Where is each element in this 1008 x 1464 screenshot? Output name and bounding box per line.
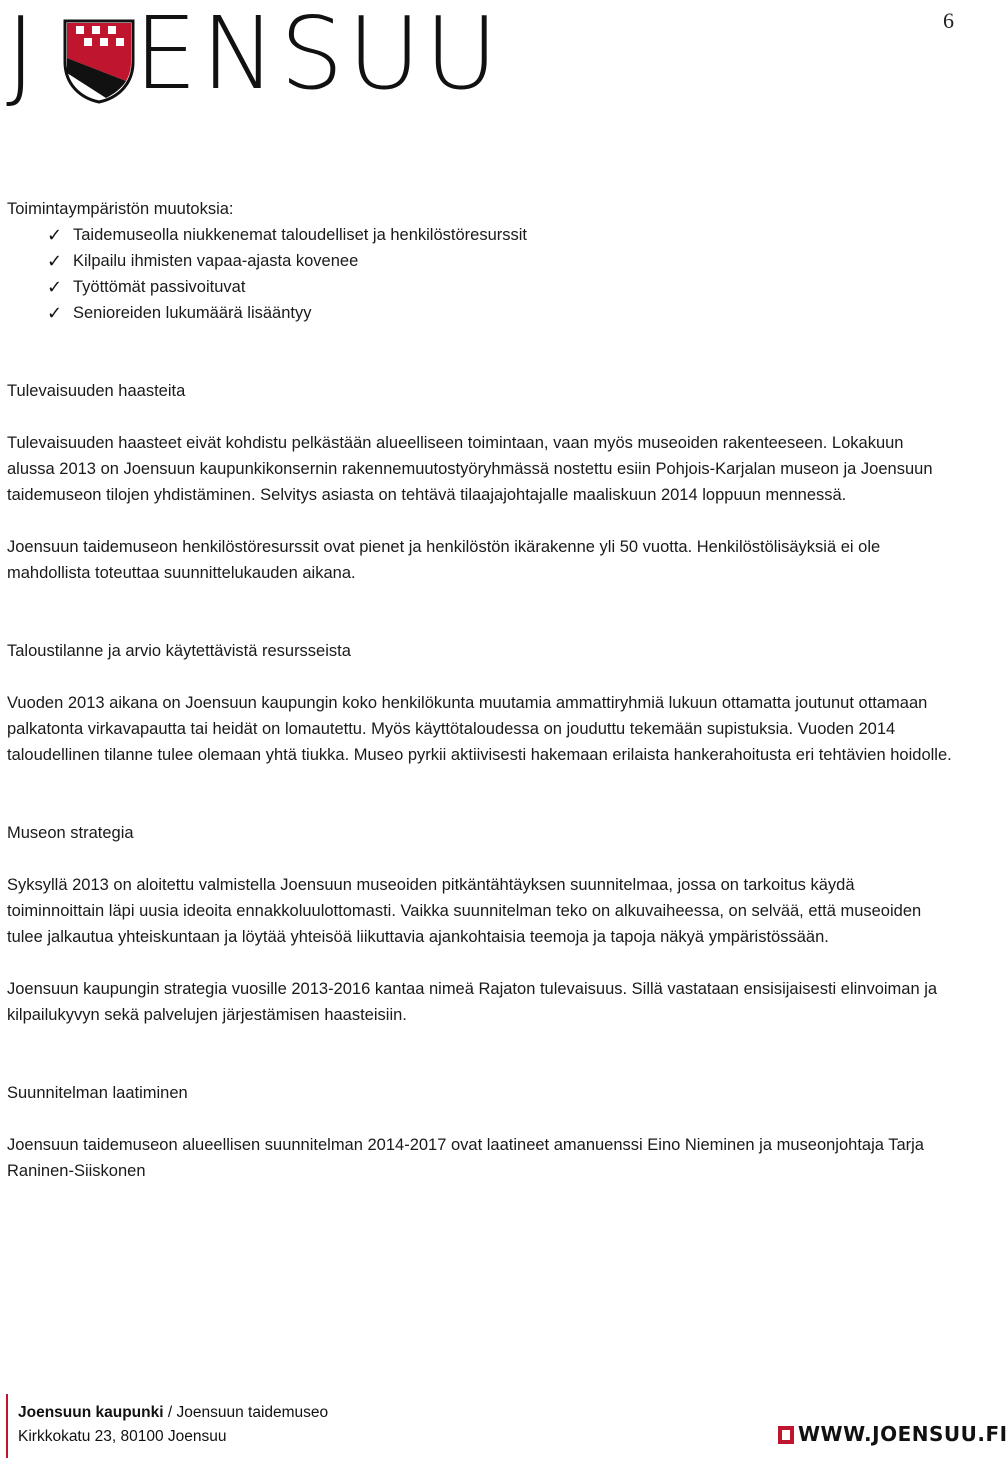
checklist-item [7, 248, 953, 274]
footer-unit-name: Joensuun taidemuseo [176, 1404, 329, 1421]
checkmark-icon: ✓ [47, 303, 63, 323]
planning-paragraph: Joensuun taidemuseon alueellisen suunnitelman 2014-2017 ovat laatineet amanuenssi Eino Nieminen ja museonjohtaja Tarja Raninen-Siiskonen [7, 1136, 924, 1180]
document-body [7, 196, 953, 1184]
challenges-paragraph-2: Joensuun taidemuseon henkilöstöresurssit ovat pienet ja henkilöstön ikärakenne yli 50 vuotta. Henkilöstölisäyksiä ei ole mahdollista toteuttaa suunnittelukauden aikana. [7, 538, 881, 582]
section-title-strategy: Museon strategia [7, 824, 134, 842]
website-link[interactable]: WWW.JOENSUU.FI [798, 1422, 1008, 1446]
footer-org-name: Joensuun kaupunki [18, 1404, 164, 1421]
section-title-environment: Toimintaympäristön muutoksia: [7, 200, 234, 218]
checklist-item-text: Taidemuseolla niukkenemat taloudelliset ja henkilöstöresurssit [73, 226, 527, 244]
checklist-item-text: Senioreiden lukumäärä lisääntyy [73, 304, 312, 322]
coat-of-arms-icon [62, 18, 136, 104]
joensuu-mark-icon [778, 1426, 794, 1444]
checklist-item [7, 222, 953, 248]
checklist-item-text: Kilpailu ihmisten vapaa-ajasta kovenee [73, 252, 359, 270]
checklist-item [7, 300, 953, 326]
finance-paragraph: Vuoden 2013 aikana on Joensuun kaupungin koko henkilökunta muutamia ammattiryhmiä lukuun ottamatta joutunut ottamaan palkatonta virkavapautta tai heidät on lomautettu. Myös käyttötaloudessa on jouduttu tekemään supistuksia. Vuoden 2014 taloudellinen tilanne tulee olemaan yhtä tiukka. Museo pyrkii aktiivisesti hakemaan erilaista hankerahoitusta eri tehtävien hoidolle. [7, 694, 952, 764]
footer-address: Kirkkokatu 23, 80100 Joensuu [18, 1428, 227, 1445]
challenges-paragraph-1: Tulevaisuuden haasteet eivät kohdistu pelkästään alueelliseen toimintaan, vaan myös museoiden rakenteeseen. Lokakuun alussa 2013 on Joensuun kaupunkikonsernin rakennemuutostyöryhmässä nostettu esiin Pohjois-Karjalan museon ja Joensuun taidemuseon tilojen yhdistäminen. Selvitys asiasta on tehtävä tilaajajohtajalle maaliskuun 2014 loppuun mennessä. [7, 434, 933, 504]
section-title-planning: Suunnitelman laatiminen [7, 1084, 188, 1102]
section-title-finance: Taloustilanne ja arvio käytettävistä resursseista [7, 642, 351, 660]
logo-letters: ENSUU [134, 0, 502, 112]
checkmark-icon: ✓ [47, 251, 63, 271]
strategy-paragraph-2: Joensuun kaupungin strategia vuosille 2013-2016 kantaa nimeä Rajaton tulevaisuus. Sillä vastataan ensisijaisesti elinvoiman ja kilpailukyvyn sekä palvelujen järjestämisen haasteisiin. [7, 980, 938, 1024]
joensuu-logo [6, 0, 502, 112]
checklist-item-text: Työttömät passivoituvat [73, 278, 246, 296]
page-footer [0, 1394, 1008, 1464]
page-number: 6 [943, 8, 954, 33]
environment-checklist [7, 222, 953, 326]
checklist-item [7, 274, 953, 300]
strategy-paragraph-1: Syksyllä 2013 on aloitettu valmistella Joensuun museoiden pitkäntähtäyksen suunnitelmaa, jossa on tarkoitus käydä toiminnoittain läpi uusia ideoita ennakkoluulottomasti. Vaikka suunnitelman teko on alkuvaiheessa, on selvää, että museoiden tulee jalkautua yhteiskuntaan ja löytää yhteisöä liikuttavia ajankohtaisia teemoja ja tapoja näkyä ympäristössään. [7, 876, 922, 946]
footer-separator: / [163, 1404, 177, 1421]
checkmark-icon: ✓ [47, 277, 63, 297]
checkmark-icon: ✓ [47, 225, 63, 245]
footer-accent-bar [6, 1394, 8, 1458]
section-title-challenges: Tulevaisuuden haasteita [7, 382, 186, 400]
logo-letter-j: J [6, 0, 40, 112]
footer-organization [18, 1404, 328, 1422]
